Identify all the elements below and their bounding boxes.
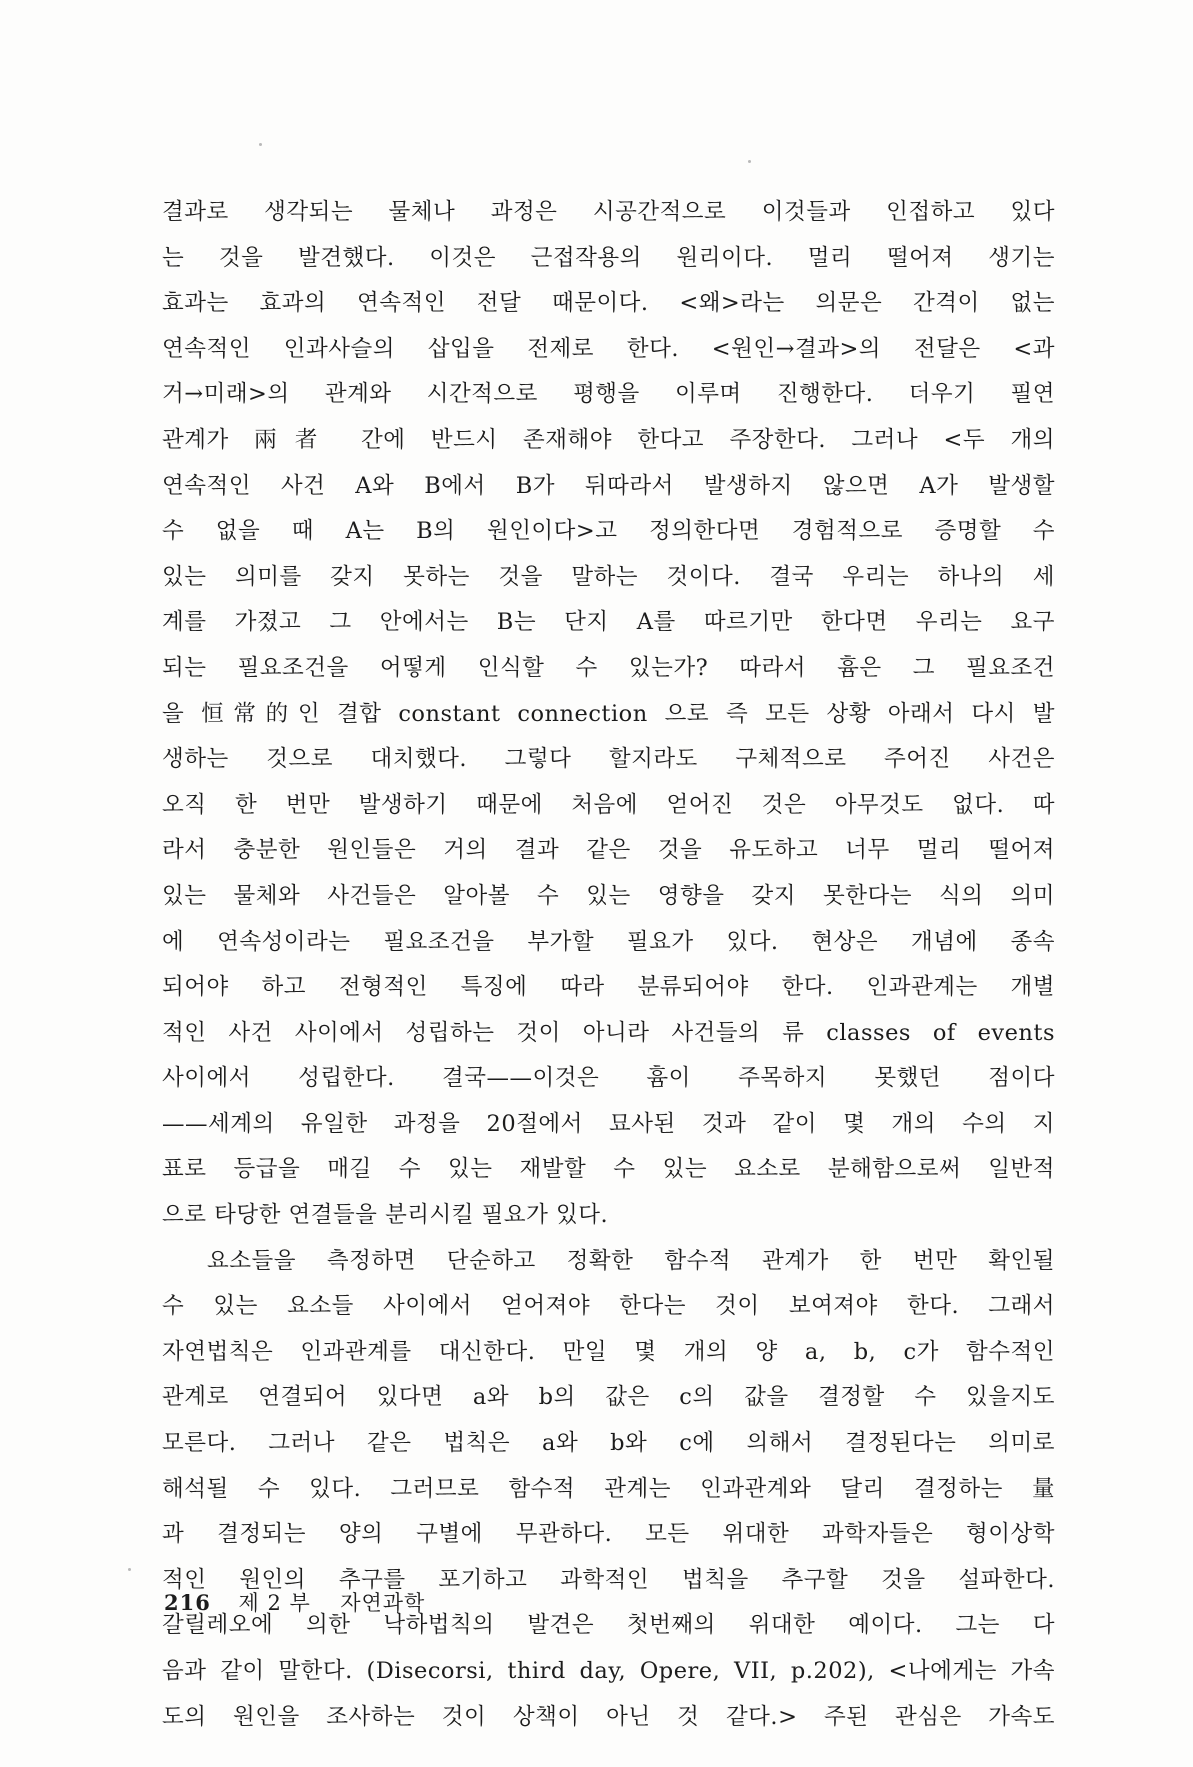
text-line: 수 있는 요소들 사이에서 얻어져야 한다는 것이 보여져야 한다. 그래서 [162,1293,1055,1320]
body-text [162,190,1055,1740]
text-line: 관계로 연결되어 있다면 a와 b의 값은 c의 값을 결정할 수 있을지도 [162,1384,1055,1411]
text-line: 있는 물체와 사건들은 알아볼 수 있는 영향을 갖지 못한다는 식의 의미 [162,882,1055,909]
text-line: 있는 의미를 갖지 못하는 것을 말하는 것이다. 결국 우리는 하나의 세 [162,563,1055,590]
text-line: 오직 한 번만 발생하기 때문에 처음에 얻어진 것은 아무것도 없다. 따 [162,791,1055,818]
text-line: 음과 같이 말한다. (Disecorsi, third day, Opere, VII, p.202), <나에게는 가속 [162,1658,1055,1684]
text-line: 을 恒常的인 결합 constant connection 으로 즉 모든 상황 아래서 다시 발 [162,700,1055,727]
text-line: 도의 원인을 조사하는 것이 상책이 아닌 것 같다.> 주된 관심은 가속도 [162,1703,1055,1730]
text-line: 자연법칙은 인과관계를 대신한다. 만일 몇 개의 양 a, b, c가 함수적인 [162,1338,1055,1365]
paragraph-2 [162,1239,1055,1741]
section-label: 자연과학 [340,1591,426,1615]
text-line: 요소들을 측정하면 단순하고 정확한 함수적 관계가 한 번만 확인될 [207,1247,1055,1274]
text-line: 거→미래>의 관계와 시간적으로 평행을 이루며 진행한다. 더우기 필연 [162,381,1055,408]
text-line: 는 것을 발견했다. 이것은 근접작용의 원리이다. 멀리 떨어져 생기는 [162,244,1055,271]
text-line: 생하는 것으로 대치했다. 그렇다 할지라도 구체적으로 주어진 사건은 [162,746,1055,773]
text-line: 적인 사건 사이에서 성립하는 것이 아니라 사건들의 류 classes of events [162,1019,1055,1046]
text-line: 수 없을 때 A는 B의 원인이다>고 정의한다면 경험적으로 증명할 수 [162,518,1055,545]
text-line: 갈릴레오에 의한 낙하법칙의 발견은 첫번째의 위대한 예이다. 그는 다 [162,1612,1055,1639]
text-line: 라서 충분한 원인들은 거의 결과 같은 것을 유도하고 너무 멀리 떨어져 [162,837,1055,864]
text-line: 해석될 수 있다. 그러므로 함수적 관계는 인과관계와 달리 결정하는 量 [162,1475,1055,1502]
text-line: 연속적인 인과사슬의 삽입을 전제로 한다. <원인→결과>의 전달은 <과 [162,335,1055,362]
text-line: 표로 등급을 매길 수 있는 재발할 수 있는 요소로 분해함으로써 일반적 [162,1156,1055,1183]
text-line: 과 결정되는 양의 구별에 무관하다. 모든 위대한 과학자들은 형이상학 [162,1521,1055,1548]
text-line: 사이에서 성립한다. 결국——이것은 흄이 주목하지 못했던 점이다 [162,1065,1055,1092]
part-label: 제 2 부 [238,1591,311,1615]
text-line: ——세계의 유일한 과정을 20절에서 묘사된 것과 같이 몇 개의 수의 지 [162,1110,1055,1137]
scan-speck [128,1568,131,1571]
text-line: 되는 필요조건을 어떻게 인식할 수 있는가? 따라서 흄은 그 필요조건 [162,654,1055,681]
text-line: 결과로 생각되는 물체나 과정은 시공간적으로 이것들과 인접하고 있다 [162,199,1055,225]
text-line: 에 연속성이라는 필요조건을 부가할 필요가 있다. 현상은 개념에 종속 [162,928,1055,955]
paragraph-1 [162,190,1055,1239]
text-line: 적인 원인의 추구를 포기하고 과학적인 법칙을 추구할 것을 설파한다. [162,1566,1055,1593]
text-line: 계를 가졌고 그 안에서는 B는 단지 A를 따르기만 한다면 우리는 요구 [162,609,1055,636]
text-line: 으로 타당한 연결들을 분리시킬 필요가 있다. [162,1202,609,1229]
text-line: 되어야 하고 전형적인 특징에 따라 분류되어야 한다. 인과관계는 개별 [162,974,1055,1001]
text-line: 연속적인 사건 A와 B에서 B가 뒤따라서 발생하지 않으면 A가 발생할 [162,472,1055,499]
page-number: 216 [164,1590,211,1615]
scan-speck [748,160,751,163]
scan-speck [259,143,262,146]
text-line: 모른다. 그러나 같은 법칙은 a와 b와 c에 의해서 결정된다는 의미로 [162,1430,1055,1457]
text-line: 관계가 兩者 간에 반드시 존재해야 한다고 주장한다. 그러나 <두 개의 [162,426,1055,453]
page-footer [164,1587,425,1617]
text-line: 효과는 효과의 연속적인 전달 때문이다. <왜>라는 의문은 간격이 없는 [162,290,1055,317]
